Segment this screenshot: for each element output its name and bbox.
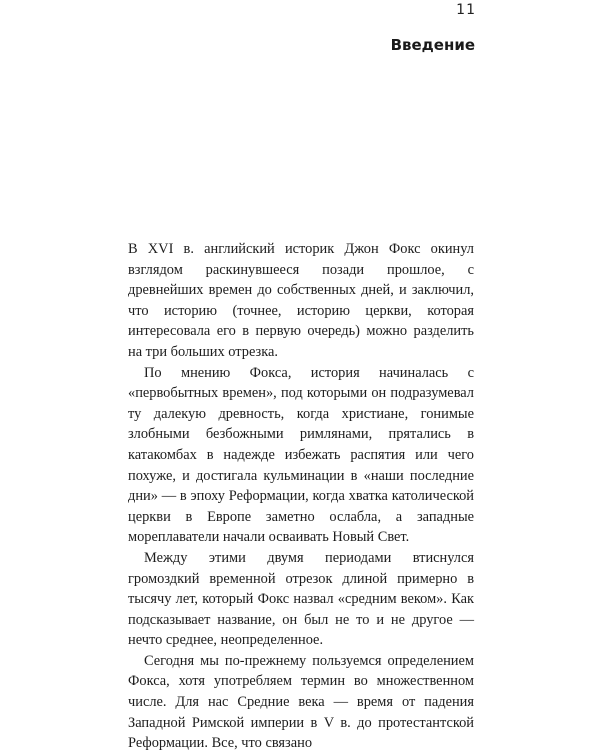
- paragraph-4: Сегодня мы по-прежнему пользуемся определением Фокса, хотя употребляем термин во множественном числе. Для нас Средние века — время от падения Западной Римской империи в V в. до протестантской Реформации. Все, что связано: [128, 652, 474, 752]
- paragraph-2: По мнению Фокса, история начиналась с «первобытных времен», под которыми он подразумевал ту далекую древность, когда христиане, гонимые злобными безбожными римлянами, прятались в катакомбах в надежде избежать распятия или чего похуже, и достигала кульминации в «наши последние дни» — в эпоху Реформации, когда хватка католической церкви в Европе заметно ослабла, а западные мореплаватели начали осваивать Новый Свет.: [128, 364, 474, 546]
- paragraph-1: В XVI в. английский историк Джон Фокс окинул взглядом раскинувшееся позади прошлое, с древнейших времен до собственных дней, и заключил, что историю (точнее, историю церкви, которая интересовала его в первую очередь) можно разделить на три больших отрезка.: [128, 241, 474, 360]
- page-number: 11: [456, 2, 476, 18]
- chapter-title: Введение: [390, 36, 475, 54]
- body-text: [128, 239, 474, 754]
- paragraph-3: Между этими двумя периодами втиснулся громоздкий временной отрезок длиной примерно в тысячу лет, который Фокс назвал «средним веком». Как подсказывает название, он был не то и не другое — нечто среднее, неопределенное.: [128, 549, 474, 649]
